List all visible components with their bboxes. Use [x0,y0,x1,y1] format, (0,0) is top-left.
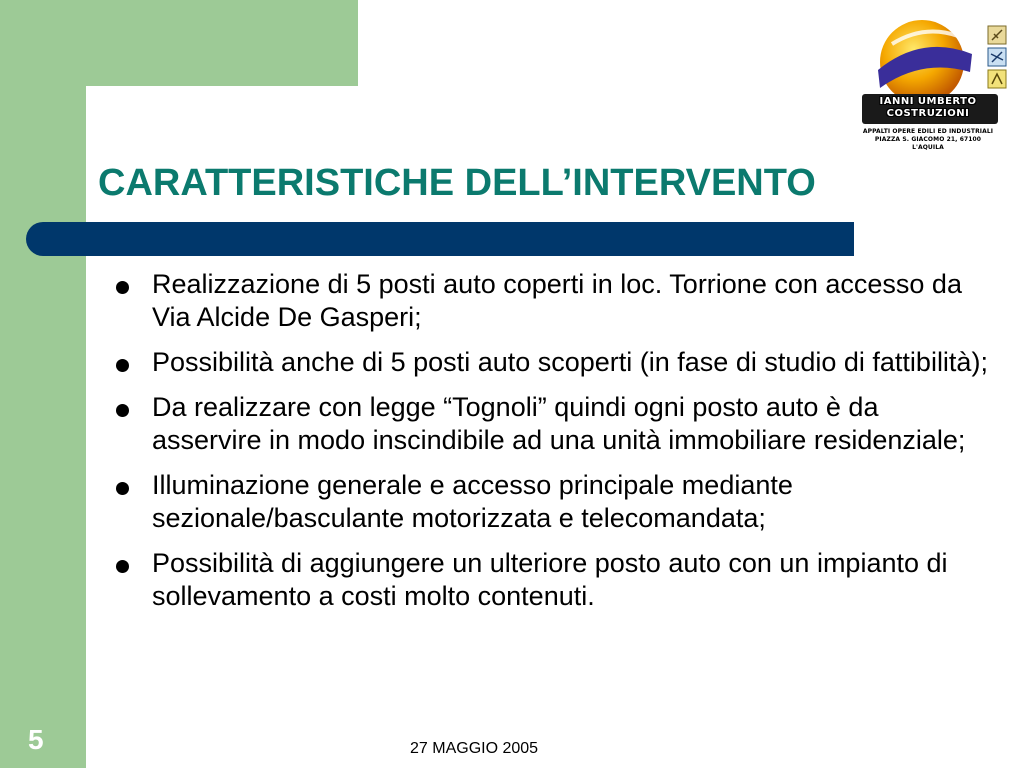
bullet-item [112,268,992,334]
logo-company-name [858,96,998,120]
slide-title: CARATTERISTICHE DELL’INTERVENTO [98,162,816,204]
logo-name-line-1: IANNI UMBERTO [879,96,977,107]
bullet-dot-icon [116,281,129,294]
bullet-dot-icon [116,359,129,372]
logo-address [858,128,998,152]
bullet-text: Possibilità anche di 5 posti auto scoperti (in fase di studio di fattibilità); [152,347,988,377]
bullet-text: Da realizzare con legge “Tognoli” quindi ogni posto auto è da asservire in modo inscindibile ad una unità immobiliare residenziale; [152,392,966,455]
bullet-text: Illuminazione generale e accesso principale mediante sezionale/basculante motorizzata e telecomandata; [152,470,793,533]
bullet-item [112,391,992,457]
bullet-item [112,469,992,535]
page-number: 5 [28,724,44,755]
company-logo [858,14,1010,154]
bullet-dot-icon [116,482,129,495]
bullet-item [112,547,992,613]
bullet-dot-icon [116,560,129,573]
bullet-item [112,346,992,379]
bullet-text: Possibilità di aggiungere un ulteriore posto auto con un impianto di sollevamento a costi molto contenuti. [152,548,948,611]
footer-date: 27 MAGGIO 2005 [410,740,539,757]
green-left-band [0,0,86,768]
logo-sub-line-2: PIAZZA S. GIACOMO 21, 67100 L'AQUILA [874,136,982,151]
logo-name-line-2: COSTRUZIONI [886,108,970,119]
green-top-band [0,0,358,86]
bullet-text: Realizzazione di 5 posti auto coperti in loc. Torrione con accesso da Via Alcide De Gasperi; [152,269,962,332]
title-underline-bar [26,222,854,256]
logo-sub-line-1: APPALTI OPERE EDILI ED INDUSTRIALI [862,128,994,135]
bullet-dot-icon [116,404,129,417]
bullet-list [112,268,992,625]
